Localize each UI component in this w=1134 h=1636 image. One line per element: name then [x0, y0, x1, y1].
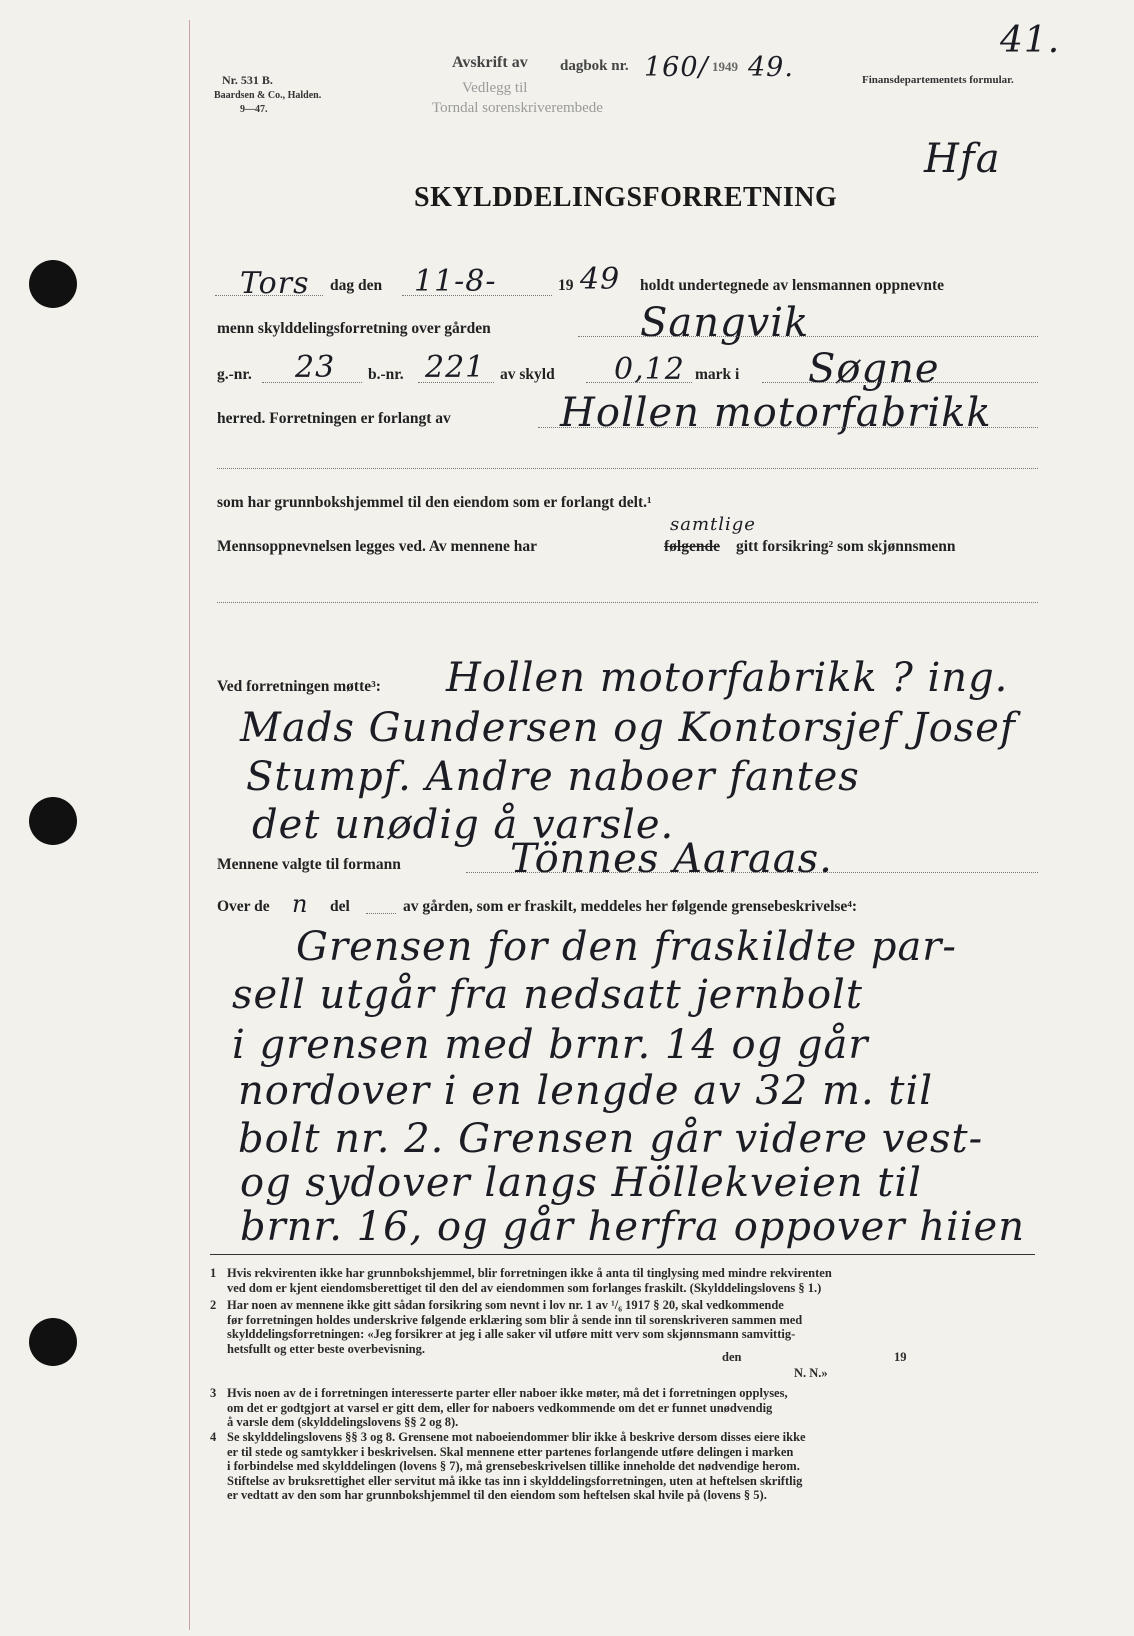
year-hand: 49: [580, 262, 621, 297]
footnote-1-text: Hvis rekvirenten ikke har grunnbokshjemmel, blir forretningen ikke å anta til tinglysing med mindre rekvirenten ved dom er kjent eiendomsberettiget til den del av eiendommen som forlanges fraskilt. (Skylddelingslovens § 1.): [227, 1266, 832, 1295]
stamp-dagbok: dagbok nr.: [560, 58, 629, 74]
gnr-line: [262, 382, 362, 383]
line4-text: herred. Forretningen er forlangt av: [217, 410, 451, 427]
farm-line: [578, 336, 1038, 337]
chairman-label: Mennene valgte til formann: [217, 856, 401, 873]
boundary-hand-line-2: sell utgår fra nedsatt jernbolt: [232, 972, 863, 1018]
print-date: 9—47.: [240, 104, 268, 115]
boundary-hand-line-5: bolt nr. 2. Grensen går videre vest-: [238, 1116, 984, 1162]
line2-text: menn skylddelingsforretning over gården: [217, 320, 491, 337]
mark-label: mark i: [695, 366, 740, 383]
footnote-4-text: Se skylddelingslovens §§ 3 og 8. Grensene mot naboeiendommer blir ikke å beskrive dersom disses eiere ikke er til stede og samtykker i beskrivelsen. Skal mennene etter partenes forlangende utføre delingen i marken i forbindelse med skylddelingen (lovens § 7), må grensebeskrivelsen tillike inneholde det nødvendige herom. Stiftelse av bruksrettighet eller servitut må ikke tas inn i skylddelingsforretningen, uten at heftelsen skriftlig er vedtatt av den som har grunnbokshjemmel til den eiendom som heftelsen skal hvile på (lovens § 5).: [227, 1430, 806, 1503]
line5-text: som har grunnbokshjemmel til den eiendom som er forlangt delt.¹: [217, 494, 652, 511]
footnote-1: [210, 1266, 1040, 1295]
blank-line-1: [217, 468, 1038, 469]
chairman-line: [466, 872, 1038, 873]
boundary-hand-line-7: brnr. 16, og går herfra oppover hiien: [240, 1204, 1025, 1250]
footnote-2-year: 19: [894, 1350, 907, 1364]
ministry-label: Finansdepartementets formular.: [862, 74, 1014, 86]
attendance-hand-line-2: Mads Gundersen og Kontorsjef Josef: [240, 705, 1016, 751]
boundary-hand-line-1: Grensen for den fraskildte par-: [296, 924, 957, 970]
stamp-avskrift: Avskrift av: [452, 54, 528, 71]
line1-text: holdt undertegnede av lensmannen oppnevnte: [640, 277, 945, 294]
page-number-hand: 41.: [1000, 20, 1061, 61]
footnote-2-text: Har noen av mennene ikke gitt sådan forsikring som nevnt i lov nr. 1 av ¹/₆ 1917 § 20, skal vedkommende før forretningen holdes underskrive følgende erklæring som blir å sende inn til sorenskriveren sammen med skylddelingsforretningen: «Jeg forsikrer at jeg i alle saker vil utføre mitt verv som skjønnsmann samvittig- hetsfullt og etter beste overbevisning.: [227, 1298, 803, 1356]
blank-line-2: [217, 602, 1038, 603]
boundary-hand-line-3: i grensen med brnr. 14 og går: [232, 1022, 869, 1068]
dagbok-number-hand: 160/: [644, 52, 709, 83]
footnote-separator: [210, 1254, 1035, 1255]
line6-struck-word: følgende: [664, 538, 720, 555]
boundary-prefix: Over de: [217, 898, 270, 915]
boundary-prefix-hand: n: [292, 890, 309, 918]
boundary-text: av gården, som er fraskilt, meddeles her følgende grensebeskrivelse⁴:: [403, 898, 858, 915]
footnote-1-number: 1: [210, 1266, 217, 1280]
form-number: Nr. 531 B.: [222, 73, 273, 87]
skyld-line: [586, 382, 692, 383]
boundary-del-line: [366, 913, 396, 914]
dag-den-label: dag den: [330, 277, 383, 294]
date-line: [402, 295, 552, 296]
footnote-4: [210, 1430, 1040, 1503]
line6-insert-hand: samtlige: [670, 514, 756, 535]
requester-hand: Hollen motorfabrikk: [560, 390, 992, 436]
farm-name-hand: Sangvik: [640, 300, 810, 346]
bnr-line: [418, 382, 494, 383]
footnote-4-number: 4: [210, 1430, 217, 1444]
stamp-embede: Torndal sorenskriverembede: [432, 100, 603, 116]
stamp-year: 1949: [712, 59, 738, 74]
footnote-2-number: 2: [210, 1298, 217, 1312]
footnote-2-den: den: [722, 1350, 742, 1364]
gnr-hand: 23: [295, 350, 336, 385]
weekday-hand: Tors: [240, 266, 310, 301]
initials-hand: Hfa: [924, 136, 1001, 182]
boundary-del: del: [330, 898, 350, 915]
footnote-3-text: Hvis noen av de i forretningen interesserte parter eller naboer ikke møter, må det i forretningen opplyses, om det er godtgjort at varsel er gitt dem, eller for naboers vedkommende om det er funnet unødvendig å varsle dem (skylddelingslovens §§ 2 og 8).: [227, 1386, 788, 1430]
date-hand: 11-8-: [414, 264, 497, 299]
chairman-hand: Tönnes Aaraas.: [510, 836, 833, 882]
footnote-3: [210, 1386, 1040, 1430]
attendance-hand-line-3: Stumpf. Andre naboer fantes: [246, 754, 860, 800]
requester-line: [538, 427, 1038, 428]
dagbok-year-hand: 49.: [748, 52, 794, 83]
punch-hole-bottom: [29, 1318, 77, 1366]
attendance-label: Ved forretningen møtte³:: [217, 678, 381, 695]
punch-hole-middle: [29, 797, 77, 845]
attendance-hand-line-1: Hollen motorfabrikk ? ing.: [446, 655, 1009, 701]
document-title: SKYLDDELINGSFORRETNING: [414, 182, 838, 213]
printer-name: Baardsen & Co., Halden.: [214, 90, 322, 101]
footnote-3-number: 3: [210, 1386, 217, 1400]
year-prefix: 19: [558, 277, 574, 294]
place-hand: Søgne: [808, 346, 940, 392]
line6-prefix: Mennsoppnevnelsen legges ved. Av mennene har: [217, 538, 538, 555]
margin-line: [189, 20, 190, 1630]
boundary-hand-line-4: nordover i en lengde av 32 m. til: [238, 1068, 934, 1114]
attendance-hand-line-4: det unødig å varsle.: [252, 802, 675, 848]
gnr-label: g.-nr.: [217, 366, 252, 383]
punch-hole-top: [29, 260, 77, 308]
bnr-label: b.-nr.: [368, 366, 404, 383]
weekday-line: [215, 295, 323, 296]
skyld-label: av skyld: [500, 366, 555, 383]
footnote-2-signature: N. N.»: [794, 1366, 828, 1380]
skyld-hand: 0,12: [614, 352, 685, 387]
bnr-hand: 221: [425, 350, 486, 385]
stamp-vedlegg: Vedlegg til: [462, 80, 528, 96]
boundary-hand-line-6: og sydover langs Höllekveien til: [240, 1160, 922, 1206]
place-line: [762, 382, 1038, 383]
line6-suffix: gitt forsikring² som skjønnsmenn: [736, 538, 956, 555]
footnote-2: [210, 1298, 1040, 1356]
